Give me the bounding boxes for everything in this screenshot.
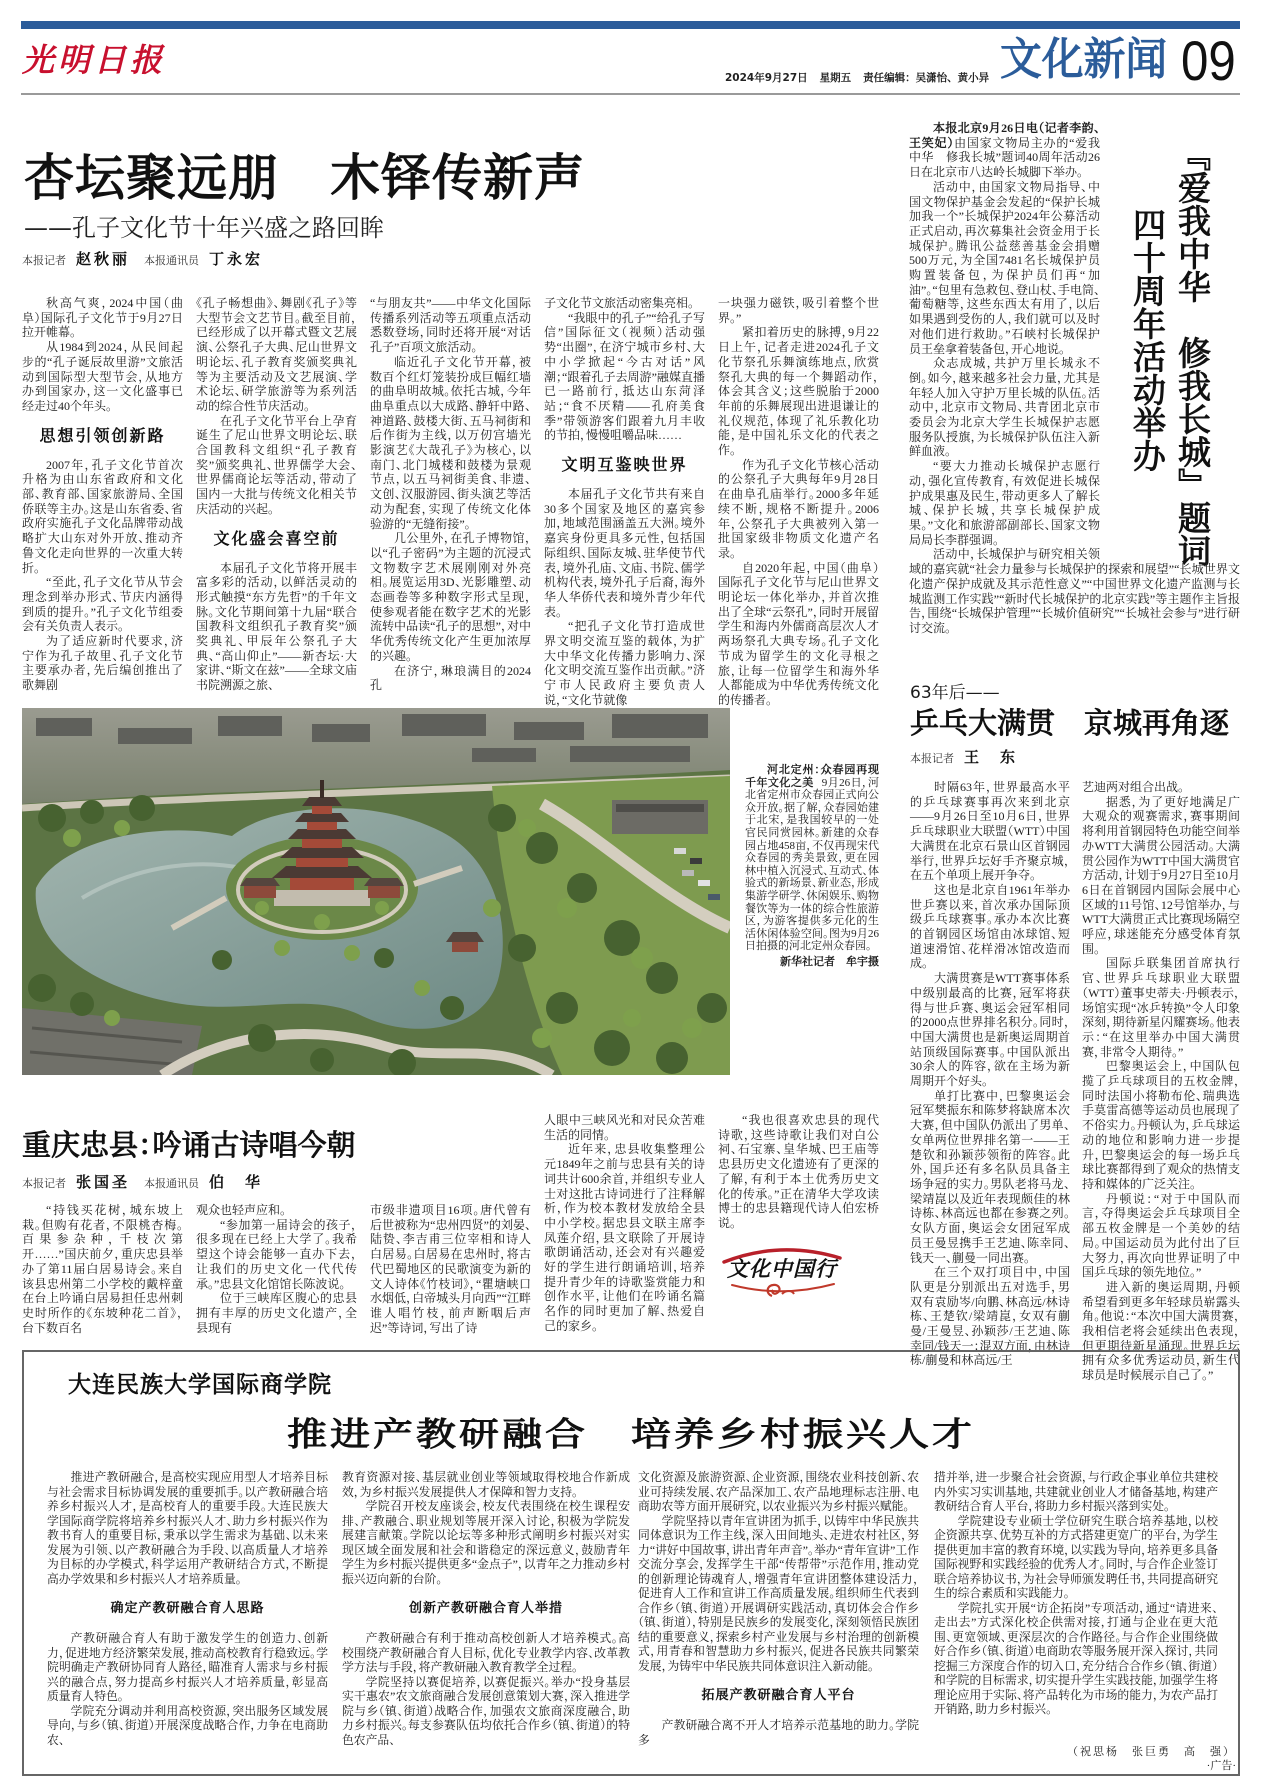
news-photo-zhongchun-garden: [22, 708, 730, 1075]
photo-caption: [745, 764, 879, 969]
paragraph-text: 艺迪两对组合出战。: [1082, 780, 1185, 794]
paragraph-text: 丹顿说：“对于中国队而言，夺得奥运会乒乓球项目全部五枚金牌是一个美妙的结局。中国运动员为此付出了巨大努力，再次向世界证明了中国乒乓球的领先地位。”: [1082, 1191, 1240, 1280]
lead-headline: 杏坛聚远朋 木铎传新声: [24, 150, 585, 206]
paragraph: [544, 311, 705, 443]
paragraph-text: 措并举，进一步聚合社会资源，与行政企事业单位共建校内外实习实训基地，共建就业创业人才储备基地，构建产教研结合育人平台，将助力乡村振兴落到实处。: [934, 1470, 1218, 1513]
paragraph-text: 近年来，忠县收集整理公元1849年之前与忠县有关的诗词共计600余首，并组织专业人士对这批古诗词进行了注释解析，作为校本教材发放给全县中小学校。据忠县文联主席李凤莲介绍，县文联除了开展诗歌朗诵活动，还会对有兴趣爱好的学生进行朗诵培训，培养提升青少年的诗歌鉴赏能力和创作水平，让他们在吟诵名篇名作的同时更加了解、热爱自己的家乡。: [544, 1142, 705, 1333]
newspaper-logo: 光明日报: [22, 41, 167, 79]
lead-column-3: [370, 296, 531, 693]
table-tennis-kicker: 63年后——: [910, 683, 1000, 703]
paragraph: [342, 1674, 642, 1748]
masthead-top-bar: [21, 21, 1240, 29]
paragraph-text: 产教研融合育人有助于激发学生的创造力、创新力，促进地方经济繁荣发展，推动高校教育行稳致远。学院明确走产教研协同育人路径，瞄准育人需求与乡村振兴的融合点，努力提高乡村振兴人才培养质量，彰显高质量育人特色。: [47, 1631, 328, 1703]
caption-text: 9月26日，河北省定州市众春园正式向公众开放。据了解，众春园始建于北宋，是我国较早的一处官民同赏园林。新建的众春园占地458亩，不仅再现宋代众春园的秀美景致，更在园林中植入沉浸式、互动式、体验式的新场景、新业态，形成集游学研学、休闲娱乐、购物餐饮等为一体的综合性旅游区，为游客提供多元化的生活休闲体验空间。图为9月26日拍摄的河北定州众春园。: [745, 776, 880, 953]
paragraph-text: “持钱买花树，城东坡上栽。但购有花者，不限桃杏梅。百果参杂种，千枝次第开……”国庆前夕，重庆忠县举办了第11届白居易诗会。来自该县忠州第二小学校的戴梓童在台上吟诵白居易担任忠州刺史时所作的《东坡种花二首》，台下数百名: [22, 1203, 183, 1335]
paragraph-text: 学院坚持以青年宣讲团为抓手，以铸牢中华民族共同体意识为工作主线，深入田间地头、走进农村社区，努力“讲好中国故事，讲出青年声音”。举办“青年宣讲”工作交流分享会，发挥学生干部“传帮带”示范作用，推动党的创新理论铸魂育人，增强青年宣讲团整体建设活力，促进育人工作和宣讲工作高质量发展。组织师生代表到合作乡（镇、街道）开展调研实践活动，真切体会合作乡（镇、街道），特别是民族乡的发展变化，深刻领悟民族团结的重要意义，探索乡村产业发展与乡村治理的创新模式，用青春和智慧助力乡村振兴，促进各民族共同繁荣发展，为铸牢中华民族共同体意识注入新动能。: [638, 1513, 919, 1673]
paragraph: [638, 1470, 919, 1514]
paragraph-text: 进入新的奥运周期，丹顿希望看到更多年轻球员崭露头角。他说：“本次中国大满贯赛，我相信老将会延续出色表现，但更期待新星涌现。世界乒坛拥有众多优秀运动员，新生代球员是时候展示自己了。”: [1082, 1279, 1240, 1383]
responsible-editors: 责任编辑：吴潇怡、黄小异: [863, 72, 990, 84]
paragraph: [718, 458, 879, 561]
subheading-text: 文明互鉴映世界: [561, 455, 688, 475]
page-number: 09: [1181, 29, 1236, 92]
ad-column-2: [342, 1470, 642, 1747]
paragraph-text: 据悉，为了更好地满足广大观众的观赛需求，赛事期间将利用首钢园特色功能空间举办WTT大满贯公园活动。大满贯公园作为WTT中国大满贯官方活动，计划于9月27日至10月6日在首钢园内国际会展中心区域的11号馆、12号馆举办，与WTT大满贯正式比赛现场隔空呼应，球迷能充分感受体育氛围。: [1082, 794, 1240, 956]
table-tennis-column-2: [1082, 780, 1240, 1383]
paragraph: [342, 1470, 630, 1499]
paragraph: [196, 414, 357, 517]
paragraph: [370, 531, 531, 663]
paragraph-text: 本届孔子文化节共有来自30多个国家及地区的嘉宾参加，地域范围涵盖五大洲。境外嘉宾身份更具多元性，包括国际组织、国际友城、驻华使节代表，境外孔庙、文庙、书院、儒学机构代表，境外孔子后裔，海外华人华侨代表和境外青少年代表。: [544, 487, 705, 619]
paragraph: [544, 1142, 705, 1333]
subheading-text: 文化盛会喜空前: [213, 528, 340, 548]
paragraph: [1082, 795, 1240, 957]
ad-label: ·广告·: [1206, 1760, 1236, 1772]
paragraph: [718, 325, 879, 457]
masthead-divider: [21, 93, 1240, 95]
paragraph-text: 位于三峡库区腹心的忠县拥有丰厚的历史文化遗产，全县现有: [196, 1291, 357, 1335]
zhongxian-column-2: [196, 1203, 357, 1335]
paragraph: [638, 1514, 919, 1674]
paragraph-text: 学院充分调动并利用高校资源，突出服务区域发展导向，与乡（镇、街道）开展深度战略合作，力争在电商助农、: [47, 1703, 328, 1747]
paragraph-text: 巴黎奥运会上，中国队包揽了乒乓球项目的五枚金牌，同时法国小将勒布伦、瑞典选手莫雷高德等运动员也展现了不俗实力。丹顿认为，乒乓球运动的地位和影响力进一步提升，巴黎奥运会的每一场乒乓球比赛都得到了观众的热情支持和媒体的广泛关注。: [1082, 1059, 1240, 1191]
caption-paragraph: [745, 764, 879, 953]
zhongxian-column-3: [370, 1203, 531, 1335]
paragraph-text: 在济宁，琳琅满目的2024孔: [370, 663, 531, 693]
paragraph-text: 临近孔子文化节开幕，被数百个红灯笼装扮成巨幅红墙的曲阜明故城。依托古城，今年曲阜重点以大成路、静轩中路、神道路、鼓楼大街、五马祠街和后作街为主线，以万仞宫墙光影演艺《大哉孔子》为核心，以南门、北门城楼和鼓楼为景观节点，以五马祠街美食、非遗、文创、汉服游园、街头演艺等活动为配套，实现了传统文化体验游的“无缝衔接”。: [370, 354, 531, 531]
paragraph: [910, 780, 1070, 883]
paragraph: [638, 1718, 919, 1747]
dateline-lead: 本报北京9月26日电（记者李韵、王笑妃）: [909, 121, 1100, 150]
paragraph: [342, 1631, 630, 1675]
subheading-text: 创新产教研融合育人举措: [408, 1601, 563, 1616]
logo-text: 文化中国行: [727, 1257, 837, 1281]
subheading-text: 思想引领创新路: [39, 425, 166, 445]
paragraph-text: 文化资源及旅游资源、企业资源，围绕农业科技创新、农业可持续发展、农产品深加工、农产品地理标志注册、电商助农等方面开展研究，以农业振兴为乡村振兴赋能。: [638, 1470, 919, 1513]
subheading: [544, 455, 705, 475]
paragraph: [544, 1113, 705, 1142]
paragraph: [1082, 780, 1240, 795]
paragraph: [22, 634, 183, 693]
great-wall-title-line-1: 『爱我中华 修我长城』题词: [1173, 138, 1212, 567]
byline-name: 张国圣: [76, 1173, 131, 1191]
zhongxian-byline: [22, 1174, 277, 1192]
byline-name: 丁永宏: [209, 250, 264, 268]
paragraph-text: 国际乒联集团首席执行官、世界乒乓球职业大联盟（WTT）董事史蒂夫·丹顿表示，场馆实现“冰乒转换”令人印象深刻，期待新星闪耀赛场。他表示：“在这里举办中国大满贯赛，非常令人期待。”: [1082, 956, 1240, 1059]
table-tennis-byline: [910, 749, 1032, 767]
paragraph: [934, 1470, 1218, 1514]
table-tennis-headline: 乒乓大满贯 京城再角逐: [910, 708, 1230, 740]
paragraph-text: 时隔63年，世界最高水平的乒乓球赛事再次来到北京——9月26日至10月6日，世界乒乓球职业大联盟（WTT）中国大满贯在北京石景山区首钢园举行，世界乒坛好手齐聚京城，在五个单项上展开争夺。: [910, 780, 1070, 883]
great-wall-article-body: [909, 121, 1240, 636]
byline-role: 本报记者: [22, 1177, 66, 1190]
paragraph-text: 学院扎实开展“访企拓岗”专项活动，通过“请进来、走出去”方式深化校企供需对接，打通与企业在更大范围、更宽领域、更深层次的合作路径。与合作企业围绕做好合作乡（镇、街道）电商助农等服务展开深入探讨，共同挖掘三方深度合作的切入口，充分结合合作乡（镇、街道）和学院的目标需求，切实提升学生实践技能，加强学生将理论应用于实际、将产品转化为市场的能力，为农产品打开销路，助力乡村振兴。: [934, 1600, 1218, 1716]
paragraph-text: 《孔子畅想曲》、舞剧《孔子》等大型节会文艺节目。截至目前，已经形成了以开幕式暨文艺展演、公祭孔子大典、尼山世界文明论坛、孔子教育奖颁奖典礼等为主要活动及文艺展演、学术论坛、研学旅游等为系列活动的综合性节庆活动。: [196, 296, 357, 413]
paragraph: [22, 296, 183, 340]
paragraph: [1082, 956, 1240, 1059]
paragraph-text: 一块强力磁铁，吸引着整个世界。”: [718, 296, 879, 325]
great-wall-title-line-2: 四十周年活动举办: [1128, 208, 1167, 472]
title-space: [1100, 121, 1240, 562]
paragraph: [370, 355, 531, 531]
paragraph-text: 市级非遗项目16项。唐代曾有后世被称为“忠州四贤”的刘晏、陆贽、李吉甫三位宰相和诗人白居易。白居易在忠州时，将古代巴蜀地区的民歌演变为新的文人诗体《竹枝词》，“瞿塘峡口水烟低，白帝城头月向西”“江畔谁人唱竹枝，前声断咽后声迟”等诗词，写出了诗: [370, 1203, 531, 1335]
byline-role: 本报记者: [910, 752, 954, 765]
paragraph-text: 产教研融合有利于推动高校创新人才培养模式。高校围绕产教研融合育人目标，优化专业教学内容、改革教学方法与手段，将产教研融入教育教学全过程。: [342, 1631, 630, 1674]
zhongxian-column-1: [22, 1203, 183, 1335]
subheading: [342, 1600, 630, 1617]
subheading: [638, 1687, 919, 1704]
paragraph: [544, 296, 705, 311]
paragraph-text: “我眼中的孔子”“给孔子写信”国际征文（视频）活动强势“出圈”，在济宁城市乡村、大中小学掀起“今古对话”风潮；“跟着孔子去周游”融媒直播已一路前行，抵达山东菏泽站；“食不厌精——孔府美食季”带领游客们跟着九月丰收的节拍，慢慢咀嚼品味……: [544, 310, 705, 443]
paragraph: [342, 1499, 630, 1586]
paragraph-text: 单打比赛中，巴黎奥运会冠军樊振东和陈梦将缺席本次大赛，但中国队仍派出了男单、女单两位世界排名第一——王楚钦和孙颖莎领衔的阵容。此外，国乒还有多名队员具备主场争冠的实力。男队老将马龙、梁靖崑以及近年表现颇佳的林诗栋、林高远也都在参赛之列。女队方面，奥运会女团冠军成员王曼昱携手王艺迪、陈幸同、钱天一、蒯曼一同出赛。: [910, 1088, 1070, 1265]
ad-authors: （祝思杨 张巨勇 高 强）: [1067, 1746, 1236, 1758]
table-tennis-column-1: [910, 780, 1070, 1368]
paragraph-text: 观众也轻声应和。: [196, 1203, 287, 1217]
lead-byline: [22, 251, 277, 269]
paragraph: [1082, 1192, 1240, 1280]
lead-subtitle: ——孔子文化节十年兴盛之路回眸: [24, 214, 384, 242]
paragraph-text: 产教研融合离不开人才培养示范基地的助力。学院多: [638, 1718, 919, 1747]
ad-column-3: [638, 1470, 919, 1747]
paragraph-text: “我也很喜欢忠县的现代诗歌，这些诗歌让我们对白公祠、石宝寨、皇华城、巴王庙等忠县历史文化遗迹有了更深的了解，有利于本土优秀历史文化的传承。”正在清华大学攻读博士的忠县籍现代诗人伯宏桥说。: [718, 1113, 879, 1230]
subheading: [22, 426, 183, 446]
paragraph-text: 学院建设专业硕士学位研究生联合培养基地，以校企资源共享、优势互补的方式搭建更宽广的平台，为学生提供更加丰富的教育环境，以实践为导向，培养更多具备国际视野和实践经验的优秀人才。同时，与合作企业签订联合培养协议书，为社会导师颁发聘任书，共同提高研究生的综合素质和实践能力。: [934, 1513, 1218, 1600]
paragraph-text: 作为孔子文化节核心活动的公祭孔子大典每年9月28日在曲阜孔庙举行。2000多年延续不断，规格不断提升。2006年，公祭孔子大典被列入第一批国家级非物质文化遗产名录。: [718, 457, 879, 560]
paragraph-text: 自2020年起，中国（曲阜）国际孔子文化节与尼山世界文明论坛一体化举办，并首次推出了全球“云祭孔”，同时开展留学生和海内外儒商高层次人才两场祭孔大典专场。孔子文化节成为留学生的文化寻根之旅，让每一位留学生和海外华人都能成为中华优秀传统文化的传播者。: [718, 560, 879, 707]
paragraph: [22, 575, 183, 634]
advertisement-headline: 推进产教研融合 培养乡村振兴人才: [287, 1416, 975, 1454]
paragraph-text: 本届孔子文化节将开展丰富多彩的活动，以鲜活灵动的形式触摸“东方先哲”的千年文脉。文化节期间第十九届“联合国教科文组织孔子教育奖”颁奖典礼、甲辰年公祭孔子大典、“高山仰止”——新杏坛·大家讲、“斯文在兹”——全球文庙书院溯源之旅、: [196, 560, 357, 693]
paragraph: [196, 1218, 357, 1292]
paragraph: [22, 1203, 183, 1335]
paragraph-text: 2007年，孔子文化节首次升格为由山东省政府和文化部、教育部、国家旅游局、全国侨联等主办。这是山东省委、省政府实施孔子文化品牌带动战略扩大山东对外开放、推动齐鲁文化走向世界的一次重大转折。: [22, 457, 183, 575]
paragraph-text: “与朋友共”——中华文化国际传播系列活动等五项重点活动悉数登场，同时还将开展“对话孔子”百项文旅活动。: [370, 296, 531, 355]
paragraph-text: 众志成城，共护万里长城永不倒。如今，越来越多社会力量，尤其是年轻人加入守护万里长城的队伍。活动中，北京市文物局、共青团北京市委员会为北京大学生长城保护志愿服务队授旗，为长城保护队伍注入新鲜血液。: [909, 356, 1100, 459]
paragraph-text: 活动中，长城保护与研究相关领域的嘉宾就“社会力量参与长城保护的探索和展望”“长城世界文化遗产保护成就及其示范性意义”“中国世界文化遗产监测与长城监测工作实践”“新时代长城保护的北京实践”等主题作主旨报告，围绕“长城保护管理”“长城价值研究”“长城社会参与”进行研讨交流。: [909, 547, 1240, 635]
paragraph-text: 为了适应新时代要求，济宁作为孔子故里、孔子文化节主要承办者，先后编创推出了歌舞剧: [22, 634, 183, 693]
paragraph-text: 由国家文物局主办的“爱我中华 修我长城”题词40周年活动26日在北京市八达岭长城脚下举办。: [909, 135, 1100, 180]
paragraph-text: 秋高气爽，2024中国（曲阜）国际孔子文化节于9月27日拉开帷幕。: [22, 296, 183, 340]
subheading: [47, 1600, 328, 1617]
photo-credit: 新华社记者 牟宇摄: [780, 954, 879, 968]
byline-role: 本报记者: [22, 254, 66, 267]
paragraph-text: “至此，孔子文化节从节会理念到举办形式、节庆内涵得到质的提升。”孔子文化节组委会有关负责人表示。: [22, 575, 183, 634]
culture-china-tour-logo: [718, 1238, 845, 1305]
paragraph: [196, 1203, 357, 1218]
paragraph-text: “把孔子文化节打造成世界文明交流互鉴的载体，为扩大中华文化传播力影响力、深化文明交流互鉴作出贡献。”济宁市人民政府主要负责人说，“文化节就像: [544, 619, 705, 707]
paragraph-text: 子文化节文旅活动密集亮相。: [544, 296, 695, 310]
paragraph: [544, 619, 705, 707]
lead-column-5: [718, 296, 879, 708]
byline-name: 王 东: [964, 748, 1019, 766]
issue-weekday: 星期五: [819, 72, 852, 84]
paragraph: [47, 1470, 328, 1586]
paragraph: [370, 1203, 531, 1335]
paragraph-text: “参加第一届诗会的孩子，很多现在已经上大学了。我希望这个诗会能够一直办下去，让我们的历史文化一代代传承。”忠县文化馆馆长陈波说。: [196, 1217, 357, 1291]
ad-column-4: [934, 1470, 1218, 1717]
zhongxian-column-5: [718, 1113, 879, 1231]
paragraph-text: 教育资源对接、基层就业创业等领域取得校地合作新成效，为乡村振兴发展提供人才保障和智力支持。: [342, 1470, 630, 1499]
paragraph-text: 推进产教研融合，是高校实现应用型人才培养目标与社会需求目标协调发展的重要抓手。以产教研融合培养乡村振兴人才，是高校育人的重要手段。大连民族大学国际商学院将培养乡村振兴人才、助力乡村振兴作为教书育人的重要目标，秉承以学生需求为基础、以未来发展为引领、以产教研融合为手段、以高质量人才培养为目标的办学模式，科学运用产教研结合方式，不断提高办学效果和乡村振兴人才培养质量。: [47, 1470, 328, 1586]
paragraph-text: 几公里外，在孔子博物馆，以“孔子密码”为主题的沉浸式文物数字艺术展刚刚对外亮相。展览运用3D、光影雕塑、动态画卷等多种数字形式呈现，使参观者能在数字艺术的光影流转中品读“孔子的思想”，对中华优秀传统文化产生更加浓厚的兴趣。: [370, 531, 531, 663]
paragraph: [718, 561, 879, 708]
paragraph: [934, 1514, 1218, 1601]
paragraph-text: 人眼中三峡风光和对民众苦难生活的同情。: [544, 1113, 705, 1142]
paragraph: [718, 296, 879, 325]
issue-dateline: [725, 71, 1001, 85]
paragraph: [22, 340, 183, 414]
lead-column-2: [196, 296, 357, 693]
paragraph-text: 紧扣着历史的脉搏，9月22日上午，记者走进2024孔子文化节祭孔乐舞演练地点，欣赏祭孔大典的每一个舞蹈动作，体会其含义；这些脱胎于2000年前的乐舞展现出进退谦让的礼仪规范，体现了礼乐教化功能，是中国礼乐文化的代表之作。: [718, 325, 879, 458]
byline-role: 本报通讯员: [144, 254, 200, 267]
ad-column-1: [47, 1470, 328, 1747]
paragraph: [544, 487, 705, 619]
paragraph: [196, 561, 357, 693]
subheading-text: 确定产教研融合育人思路: [110, 1601, 265, 1616]
paragraph: [47, 1704, 328, 1748]
paragraph: [47, 1631, 328, 1704]
paragraph: [910, 1089, 1070, 1265]
byline-name: 赵秋丽: [76, 250, 131, 268]
lead-column-4: [544, 296, 705, 708]
paragraph: [1082, 1059, 1240, 1191]
paragraph: [196, 296, 357, 414]
zhongxian-column-4: [544, 1113, 705, 1334]
paragraph-text: 这也是北京自1961年举办世乒赛以来，首次承办国际顶级乒乓球赛事。承办本次比赛的首钢园区场馆由冰球馆、短道速滑馆、花样滑冰馆改造而成。: [910, 882, 1070, 971]
lead-column-1: [22, 296, 183, 693]
paragraph: [934, 1601, 1218, 1717]
byline-name: 伯 华: [209, 1173, 264, 1191]
paragraph-text: 活动中，由国家文物局指导、中国文物保护基金会发起的“保护长城 加我一个”长城保护2024年公募活动正式启动，再次募集社会资金用于长城保护。腾讯公益慈善基金会捐赠500万元，为全国7481名长城保护员购置装备包，为保护员们再“加油”。“包里有急救包、登山杖、手电筒、葡萄糖等，这些东西太有用了，以后如果遇到受伤的人，我们就可以及时对他们进行救助。”石峡村长城保护员王垒拿着装备包，开心地说。: [909, 179, 1113, 356]
paragraph: [370, 664, 531, 693]
paragraph: [718, 1113, 879, 1231]
paragraph: [196, 1291, 357, 1335]
paragraph: [910, 883, 1070, 971]
issue-date: 2024年9月27日: [725, 72, 808, 84]
paragraph: [370, 296, 531, 355]
paragraph: [910, 971, 1070, 1089]
subheading-text: 拓展产教研融合育人平台: [701, 1688, 856, 1703]
paragraph-text: 从1984到2024，从民间起步的“孔子诞辰故里游”文旅活动到国际型大型节会，从地方办到国家办，这一文化盛事已经走过40个年头。: [22, 340, 183, 413]
paragraph: [22, 458, 183, 576]
paragraph-text: 学院召开校友座谈会，校友代表围绕在校生课程安排、产教融合、职业规划等展开深入讨论，积极为学院发展建言献策。学院以论坛等多种形式阐明乡村振兴对实现区域全面发展和社会和谐稳定的深远意义，鼓励青年学生为乡村振兴提供更多“金点子”，以青年之力推动乡村振兴迈向新的台阶。: [342, 1499, 630, 1586]
subheading: [196, 529, 357, 549]
paragraph-text: “要大力推动长城保护志愿行动，强化宣传教育，有效促进长城保护成果惠及民生，带动更多人了解长城、保护长城，共享长城保护成果。”文化和旅游部副部长、国家文物局局长李群强调。: [909, 459, 1100, 547]
paragraph-text: 在三个双打项目中，中国队更是分别派出五对选手，男双有袁励岑/向鹏、林高远/林诗栋、王楚钦/梁靖崑，女双有蒯曼/王曼昱、孙颖莎/王艺迪、陈幸同/钱天一；混双方面，由林诗栋/蒯曼和林高远/王: [910, 1265, 1070, 1368]
paragraph-text: 学院坚持以赛促培养，以赛促振兴。举办“投身基层 实干惠农”农文旅商融合发展创意策划大赛，深入推进学院与乡（镇、街道）战略合作，加强农文旅商深度融合，助力乡村振兴。每支参赛队伍均依托合作乡（镇、街道）的特色农产品、: [342, 1674, 642, 1747]
aerial-garden-illustration: [22, 708, 730, 1075]
section-title: 文化新闻: [1000, 34, 1168, 85]
advertiser-name: 大连民族大学国际商学院: [68, 1372, 332, 1398]
paragraph-text: 在孔子文化节平台上孕育诞生了尼山世界文明论坛、联合国教科文组织“孔子教育奖”颁奖典礼、世界儒学大会、世界儒商论坛等活动，带动了国内一大批与传统文化相关节庆活动的兴起。: [196, 413, 357, 516]
byline-role: 本报通讯员: [144, 1177, 200, 1190]
zhongxian-headline: 重庆忠县：吟诵古诗唱今朝: [22, 1130, 356, 1162]
caption-title: 河北定州：众春园再现千年文化之美: [745, 763, 879, 789]
paragraph-text: 大满贯赛是WTT赛事体系中级别最高的比赛，冠军将获得与世乒赛、奥运会冠军相同的2000点世界排名积分。同时，中国大满贯也是新奥运周期首站顶级国际赛事。中国队派出30余人的阵容，欲在主场为新周期开个好头。: [910, 971, 1070, 1089]
